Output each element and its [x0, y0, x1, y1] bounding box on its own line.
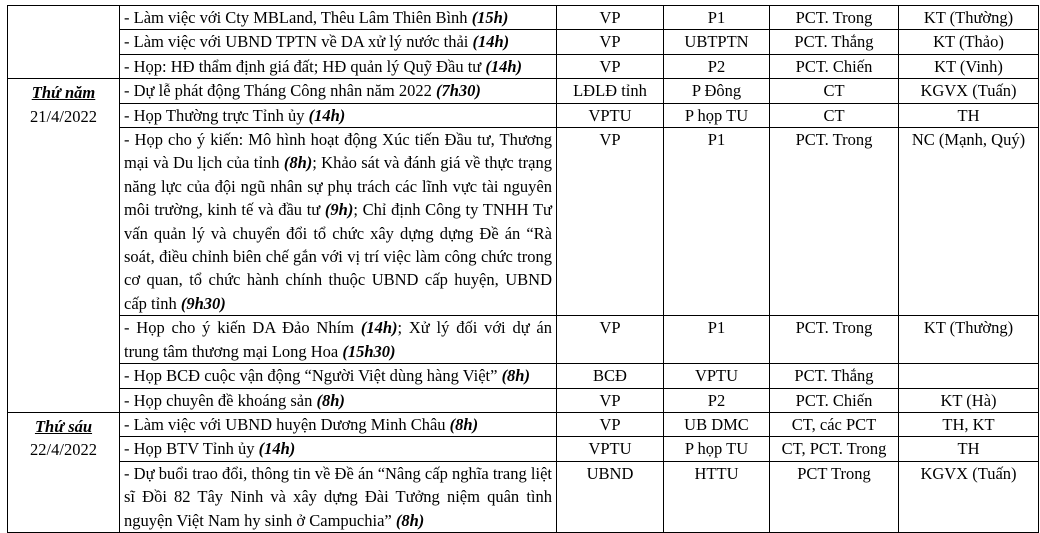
prep-unit: NC (Mạnh, Quý)	[911, 130, 1026, 150]
meeting-place: P2	[707, 390, 726, 410]
chair-person-cell	[770, 437, 899, 461]
meeting-place: UB DMC	[684, 414, 749, 434]
host-unit-cell	[557, 316, 664, 364]
activity-text: ; Xử lý đối với dự án trung tâm thương mại Long Hoa	[124, 318, 553, 361]
meeting-place: P2	[707, 56, 726, 76]
schedule-row	[8, 103, 1039, 127]
day-name: Thứ sáu	[34, 416, 93, 436]
schedule-row	[8, 54, 1039, 78]
chair-person: PCT. Chiến	[795, 56, 873, 76]
meeting-place-cell	[664, 316, 770, 364]
host-unit-cell	[557, 6, 664, 30]
activity-text: - Họp Thường trực Tỉnh ủy	[124, 105, 309, 125]
host-unit-cell	[557, 103, 664, 127]
chair-person-cell	[770, 412, 899, 436]
meeting-place: P Đông	[691, 81, 742, 101]
schedule-row	[8, 128, 1039, 316]
activity-time: (14h)	[472, 32, 510, 52]
chair-person: PCT. Trong	[795, 8, 873, 27]
prep-unit-cell	[899, 30, 1039, 54]
activity-cell	[120, 437, 557, 461]
chair-person: CT	[823, 105, 845, 125]
prep-unit-cell	[899, 79, 1039, 103]
prep-unit: KT (Thường)	[923, 8, 1014, 27]
prep-unit-cell	[899, 54, 1039, 78]
host-unit-cell	[557, 388, 664, 412]
activity-cell	[120, 316, 557, 364]
activity-cell	[120, 30, 557, 54]
host-unit-cell	[557, 437, 664, 461]
activity-text: - Họp BCĐ cuộc vận động “Người Việt dùng hàng Việt”	[124, 366, 502, 386]
chair-person-cell	[770, 54, 899, 78]
activity-time: (9h30)	[180, 293, 226, 313]
activity-text: ; Khảo sát và đánh giá về thực trạng năng lực của đội ngũ nhân sự phụ trách các lĩnh vực tài nguyên môi trường, kinh tế và đầu tư	[124, 153, 552, 220]
chair-person-cell	[770, 364, 899, 388]
activity-time: (8h)	[449, 414, 479, 434]
activity-time: (15h)	[471, 8, 509, 27]
schedule-row	[8, 412, 1039, 436]
schedule-body	[8, 6, 1039, 533]
activity-text: - Họp cho ý kiến: Mô hình hoạt động Xúc tiến Đầu tư, Thương mại và Du lịch của tỉnh	[124, 130, 552, 173]
meeting-place: P1	[707, 318, 726, 338]
chair-person-cell	[770, 461, 899, 532]
prep-unit: KT (Thường)	[923, 318, 1014, 338]
prep-unit-cell	[899, 128, 1039, 316]
activity-cell	[120, 54, 557, 78]
activity-time: (14h)	[308, 105, 346, 125]
prep-unit: KT (Vinh)	[934, 56, 1003, 76]
chair-person-cell	[770, 103, 899, 127]
host-unit-cell	[557, 54, 664, 78]
chair-person-cell	[770, 128, 899, 316]
host-unit: VP	[599, 56, 621, 76]
meeting-place: HTTU	[694, 463, 739, 483]
activity-time: (8h)	[395, 510, 425, 530]
schedule-row	[8, 437, 1039, 461]
prep-unit-cell	[899, 461, 1039, 532]
activity-time: (8h)	[283, 153, 313, 173]
prep-unit: KT (Thảo)	[933, 32, 1004, 52]
activity-text: - Làm việc với UBND huyện Dương Minh Châu	[124, 414, 450, 434]
prep-unit-cell	[899, 364, 1039, 388]
meeting-place-cell	[664, 6, 770, 30]
activity-cell	[120, 128, 557, 316]
meeting-place-cell	[664, 54, 770, 78]
chair-person-cell	[770, 30, 899, 54]
prep-unit-cell	[899, 437, 1039, 461]
activity-cell	[120, 388, 557, 412]
day-name: Thứ năm	[31, 83, 96, 103]
day-cell	[8, 6, 120, 79]
prep-unit: KT (Hà)	[940, 390, 997, 410]
activity-cell	[120, 103, 557, 127]
chair-person: PCT. Trong	[795, 130, 873, 150]
activity-text: - Làm việc với UBND TPTN về DA xử lý nước thải	[124, 32, 473, 52]
host-unit: VP	[599, 130, 621, 150]
host-unit: VP	[599, 8, 621, 27]
meeting-place-cell	[664, 79, 770, 103]
activity-text: - Họp cho ý kiến DA Đảo Nhím	[124, 318, 361, 338]
host-unit: VP	[599, 32, 621, 52]
activity-time: (14h)	[258, 439, 296, 459]
meeting-place: P họp TU	[684, 105, 749, 125]
chair-person: PCT. Trong	[795, 318, 873, 338]
meeting-place-cell	[664, 128, 770, 316]
chair-person: PCT. Chiến	[795, 390, 873, 410]
meeting-place-cell	[664, 388, 770, 412]
day-date: 21/4/2022	[30, 106, 97, 126]
chair-person-cell	[770, 388, 899, 412]
chair-person: CT, các PCT	[791, 414, 877, 434]
schedule-row	[8, 6, 1039, 30]
meeting-place: VPTU	[694, 366, 739, 386]
meeting-place: P1	[707, 8, 726, 27]
prep-unit: TH	[957, 439, 980, 459]
host-unit: VPTU	[588, 105, 632, 125]
chair-person: PCT. Thắng	[794, 366, 874, 386]
day-cell	[8, 412, 120, 532]
activity-text: - Họp BTV Tỉnh ủy	[124, 439, 259, 459]
schedule-row	[8, 30, 1039, 54]
host-unit: VPTU	[588, 439, 632, 459]
host-unit-cell	[557, 30, 664, 54]
prep-unit-cell	[899, 6, 1039, 30]
prep-unit: KGVX (Tuấn)	[920, 463, 1017, 483]
meeting-place-cell	[664, 437, 770, 461]
prep-unit: TH	[957, 105, 980, 125]
host-unit-cell	[557, 128, 664, 316]
host-unit: VP	[599, 318, 621, 338]
meeting-place: P họp TU	[684, 439, 749, 459]
activity-cell	[120, 79, 557, 103]
host-unit-cell	[557, 79, 664, 103]
chair-person-cell	[770, 79, 899, 103]
prep-unit-cell	[899, 412, 1039, 436]
prep-unit-cell	[899, 388, 1039, 412]
activity-time: (9h)	[324, 200, 354, 220]
activity-text: - Làm việc với Cty MBLand, Thêu Lâm Thiên Bình	[124, 8, 472, 27]
activity-text: - Dự buổi trao đổi, thông tin về Đề án “Nâng cấp nghĩa trang liệt sĩ Đồi 82 Tây Ninh và xây dựng Đài Tưởng niệm quân tình nguyện Việt Nam hy sinh ở Campuchia”	[124, 463, 552, 530]
activity-time: (15h30)	[342, 341, 396, 361]
meeting-place: UBTPTN	[684, 32, 749, 52]
schedule-row	[8, 388, 1039, 412]
activity-cell	[120, 6, 557, 30]
chair-person: PCT. Thắng	[794, 32, 874, 52]
chair-person: CT	[823, 81, 845, 101]
day-cell	[8, 79, 120, 413]
host-unit: VP	[599, 390, 621, 410]
meeting-place-cell	[664, 364, 770, 388]
prep-unit: TH, KT	[942, 414, 995, 434]
meeting-place: P1	[707, 130, 726, 150]
host-unit: BCĐ	[593, 366, 627, 386]
host-unit-cell	[557, 364, 664, 388]
activity-time: (14h)	[485, 56, 523, 76]
activity-text: - Họp: HĐ thẩm định giá đất; HĐ quản lý Quỹ Đầu tư	[124, 56, 486, 76]
activity-cell	[120, 412, 557, 436]
prep-unit-cell	[899, 316, 1039, 364]
activity-time: (14h)	[360, 318, 398, 338]
schedule-row	[8, 364, 1039, 388]
host-unit: UBND	[586, 463, 634, 483]
chair-person-cell	[770, 316, 899, 364]
day-date: 22/4/2022	[30, 440, 97, 460]
host-unit-cell	[557, 461, 664, 532]
prep-unit-cell	[899, 103, 1039, 127]
schedule-row	[8, 461, 1039, 532]
host-unit-cell	[557, 412, 664, 436]
activity-text: - Họp chuyên đề khoáng sản	[124, 390, 317, 410]
schedule-row	[8, 316, 1039, 364]
chair-person: PCT Trong	[797, 463, 871, 483]
chair-person-cell	[770, 6, 899, 30]
chair-person: CT, PCT. Trong	[781, 439, 887, 459]
prep-unit: KGVX (Tuấn)	[920, 81, 1017, 101]
activity-text: ; Chỉ định Công ty TNHH Tư vấn quản lý và chuyển đổi tổ chức xây dựng dựng Đề án “Rà soát, điều chỉnh biên chế gắn với vị trí việc làm công chức trong cơ quan, tổ chức hành chính thuộc UBND cấp huyện, UBND cấp tỉnh	[124, 200, 552, 313]
meeting-place-cell	[664, 103, 770, 127]
activity-time: (8h)	[501, 366, 530, 386]
activity-time: (8h)	[316, 390, 345, 410]
meeting-place-cell	[664, 461, 770, 532]
host-unit: LĐLĐ tỉnh	[573, 81, 647, 101]
activity-text: - Dự lễ phát động Tháng Công nhân năm 2022	[124, 81, 437, 101]
meeting-place-cell	[664, 412, 770, 436]
meeting-place-cell	[664, 30, 770, 54]
activity-time: (7h30)	[436, 81, 481, 101]
activity-cell	[120, 364, 557, 388]
host-unit: VP	[599, 414, 621, 434]
schedule-row	[8, 79, 1039, 103]
schedule-table	[7, 5, 1039, 533]
activity-cell	[120, 461, 557, 532]
